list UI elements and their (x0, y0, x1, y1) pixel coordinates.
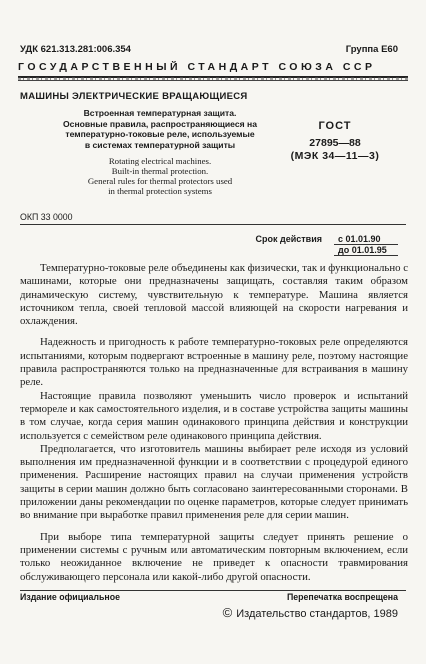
validity-period (20, 234, 398, 256)
group-code: Группа Е60 (345, 44, 398, 55)
gost-designation (280, 120, 390, 162)
document-title-block (20, 91, 270, 196)
subtitle-line: in thermal protection systems (108, 186, 212, 196)
divider (20, 224, 406, 225)
validity-to: до 01.01.95 (334, 245, 398, 256)
document-title: МАШИНЫ ЭЛЕКТРИЧЕСКИЕ ВРАЩАЮЩИЕСЯ (20, 91, 248, 102)
validity-from: с 01.01.90 (334, 234, 398, 245)
iec-reference: (МЭК 34—11—3) (290, 150, 380, 162)
reprint-notice: Перепечатка воспрещена (286, 592, 398, 602)
standard-title: ГОСУДАРСТВЕННЫЙ СТАНДАРТ СОЮЗА ССР (18, 61, 376, 73)
russian-subtitle (60, 108, 260, 150)
copyright-icon: © (222, 605, 233, 620)
copyright (223, 605, 398, 620)
copyright-text: Издательство стандартов, 1989 (236, 608, 398, 620)
subtitle-line: Rotating electrical machines. (108, 156, 212, 166)
validity-label: Срок действия (255, 234, 322, 244)
subtitle-line: General rules for thermal protectors used (87, 176, 233, 186)
gost-number: 27895—88 (309, 137, 361, 149)
paragraph: Температурно-токовые реле объединены как физически, так и функционально с машинами, которые они предназначены защищать, составляя таким образом динамическую систему, чувствительную к температуре. Машина является источником тепла, своей тепловой массой влияющей на скорости нагревания и охлаждения. (20, 262, 409, 328)
divider (20, 590, 406, 591)
gost-label: ГОСТ (318, 120, 352, 132)
english-subtitle (60, 156, 260, 196)
header-rule (18, 75, 408, 83)
subtitle-line: температурно-токовые реле, используемые (65, 129, 255, 139)
okp-code: ОКП 33 0000 (20, 212, 73, 222)
paragraph: Надежность и пригодность к работе температурно-токовых реле определяются испытаниями, которым подвергают встроенные в машину реле, поэтому настоящие правила распространяются только на предназначенные для встраивания в машину реле. (20, 336, 408, 389)
subtitle-line: Встроенная температурная защита. (83, 108, 237, 118)
paragraph: Предполагается, что изготовитель машины выбирает реле исходя из условий выполнения им предназначенной функции и в соответствии с процедурой единого применения. Расширение настоящих правил на случаи применения устройств защиты в серии машин должно быть согласовано заинтересованными сторонами. В приложении даны рекомендации по оценке параметров, которые следует принимать во внимание при выработке правил применения реле для серии машин. (20, 442, 408, 522)
body-text (20, 262, 408, 584)
udk-code: УДК 621.313.281:006.354 (20, 44, 131, 55)
paragraph: При выборе типа температурной защиты следует принять решение о применении системы с ручным или автоматическим повторным включением, если только неожиданное включение не приведет к опасности травмирования обслуживающего персонала или какой-либо другой опасности. (20, 530, 408, 583)
paragraph: Настоящие правила позволяют уменьшить число проверок и испытаний термореле и как самостоятельного изделия, и в составе устройства защиты машины в том случае, когда серия машин одинакового принципа действия и конструкции используется с семейством реле одинакового принципа действия. (20, 389, 408, 442)
subtitle-line: в системах температурной защиты (84, 139, 236, 150)
subtitle-line: Built-in thermal protection. (111, 166, 209, 176)
edition-note: Издание официальное (20, 592, 120, 602)
subtitle-line: Основные правила, распространяющиеся на (63, 118, 257, 129)
